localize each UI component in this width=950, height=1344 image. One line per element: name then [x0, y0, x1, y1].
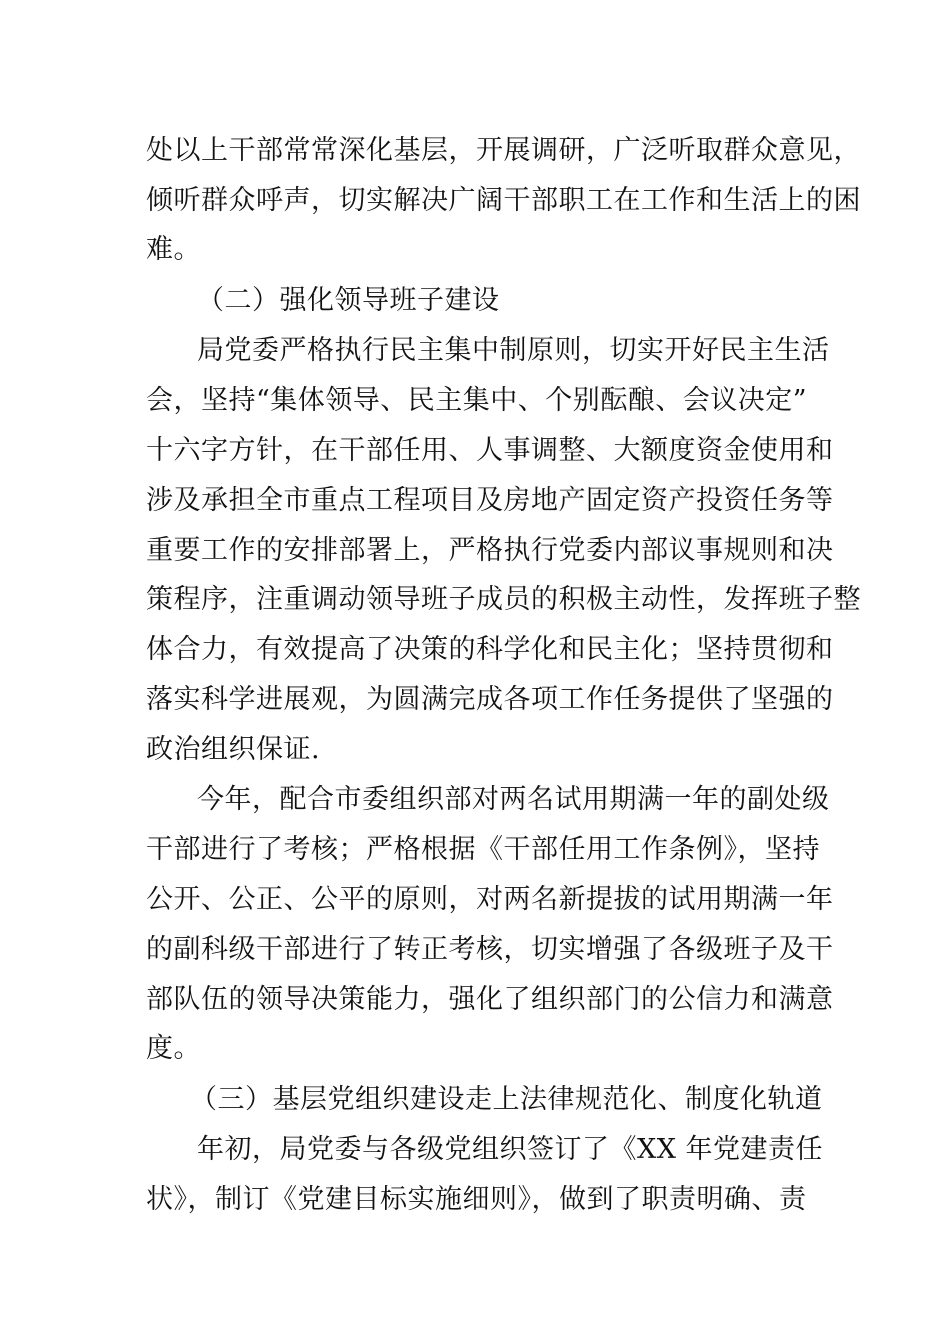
body-text-line: 部队伍的领导决策能力，强化了组织部门的公信力和满意 [146, 984, 834, 1015]
body-text-line: 公开、公正、公平的原则，对两名新提拔的试用期满一年 [146, 884, 834, 915]
section-heading-3: （三）基层党组织建设走上法律规范化、制度化轨道 [190, 1084, 823, 1115]
body-text-line: 状》，制订《党建目标实施细则》，做到了职责明确、责 [146, 1184, 807, 1215]
body-text-line: 体合力，有效提高了决策的科学化和民主化；坚持贯彻和 [146, 634, 834, 665]
body-text-line: 度。 [146, 1033, 201, 1064]
body-text-line: 难。 [146, 234, 201, 265]
body-text-line: 局党委严格执行民主集中制原则，切实开好民主生活 [197, 335, 830, 366]
body-text-line: 的副科级干部进行了转正考核，切实增强了各级班子及干 [146, 934, 834, 965]
body-text-line: 会，坚持“集体领导、民主集中、个别酝酿、会议决定” [146, 385, 808, 416]
body-text-line: 涉及承担全市重点工程项目及房地产固定资产投资任务等 [146, 485, 834, 516]
body-text-line: 重要工作的安排部署上，严格执行党委内部议事规则和决 [146, 535, 834, 566]
body-text-line: 政治组织保证. [146, 734, 321, 765]
body-text-line: 今年，配合市委组织部对两名试用期满一年的副处级 [197, 784, 830, 815]
body-text-line: 干部进行了考核；严格根据《干部任用工作条例》，坚持 [146, 834, 820, 865]
body-text-line: 年初，局党委与各级党组织签订了《XX 年党建责任 [197, 1134, 824, 1165]
section-heading-2: （二）强化领导班子建设 [197, 285, 500, 316]
body-text-line: 处以上干部常常深化基层，开展调研，广泛听取群众意见， [146, 135, 861, 166]
body-text-line: 十六字方针，在干部任用、人事调整、大额度资金使用和 [146, 435, 834, 466]
body-text-line: 策程序，注重调动领导班子成员的积极主动性，发挥班子整 [146, 584, 861, 615]
body-text-line: 落实科学进展观，为圆满完成各项工作任务提供了坚强的 [146, 684, 834, 715]
body-text-line: 倾听群众呼声，切实解决广阔干部职工在工作和生活上的困 [146, 185, 861, 216]
